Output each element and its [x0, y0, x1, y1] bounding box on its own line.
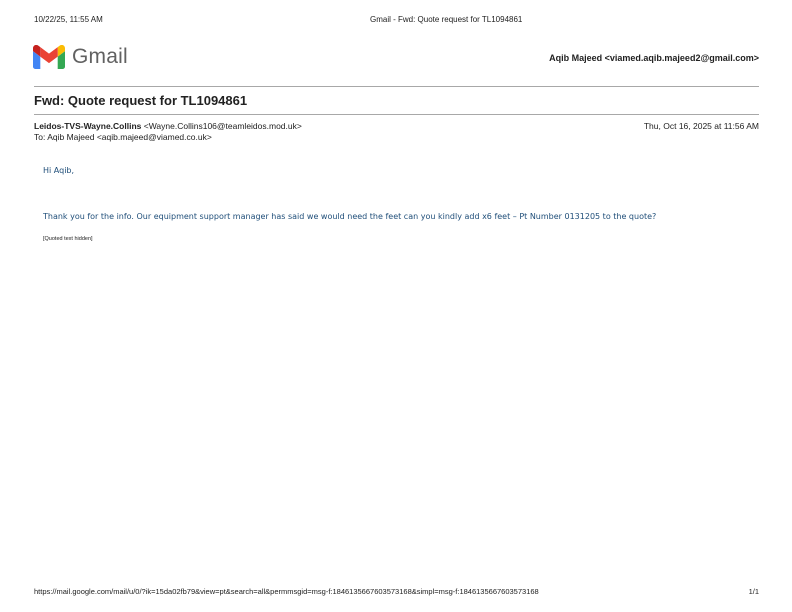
sender-email[interactable]: <Wayne.Collins106@teamleidos.mod.uk>: [143, 121, 302, 131]
sender-name: Leidos-TVS-Wayne.Collins: [34, 121, 142, 131]
quoted-text-toggle[interactable]: [Quoted text hidden]: [43, 236, 93, 242]
gmail-m-logo-icon: [33, 45, 65, 69]
email-greeting: Hi Aqib,: [43, 166, 75, 175]
print-footer-url: https://mail.google.com/mail/u/0/?ik=15da02fb79&view=pt&search=all&permmsgid=msg-f:1846135667603573168&simpl=msg-f:1846135667603573168: [34, 587, 539, 596]
email-message: Thank you for the info. Our equipment support manager has said we would need the feet can you kindly add x6 feet – Pt Number 0131205 to the quote?: [43, 212, 657, 221]
subject-divider: [34, 114, 759, 115]
print-footer-page-number: 1/1: [748, 587, 759, 596]
gmail-logo[interactable]: [33, 45, 128, 69]
gmail-wordmark: Gmail: [72, 45, 128, 68]
print-header-title: Gmail - Fwd: Quote request for TL1094861: [370, 15, 523, 24]
sender-line: [34, 121, 302, 131]
recipient-line: To: Aqib Majeed <aqib.majeed@viamed.co.uk>: [34, 132, 212, 142]
header-divider: [34, 86, 759, 87]
email-date: Thu, Oct 16, 2025 at 11:56 AM: [643, 121, 759, 131]
print-header-datetime: 10/22/25, 11:55 AM: [34, 15, 103, 24]
email-subject: Fwd: Quote request for TL1094861: [34, 93, 248, 108]
account-label: Aqib Majeed <viamed.aqib.majeed2@gmail.com>: [549, 53, 759, 63]
